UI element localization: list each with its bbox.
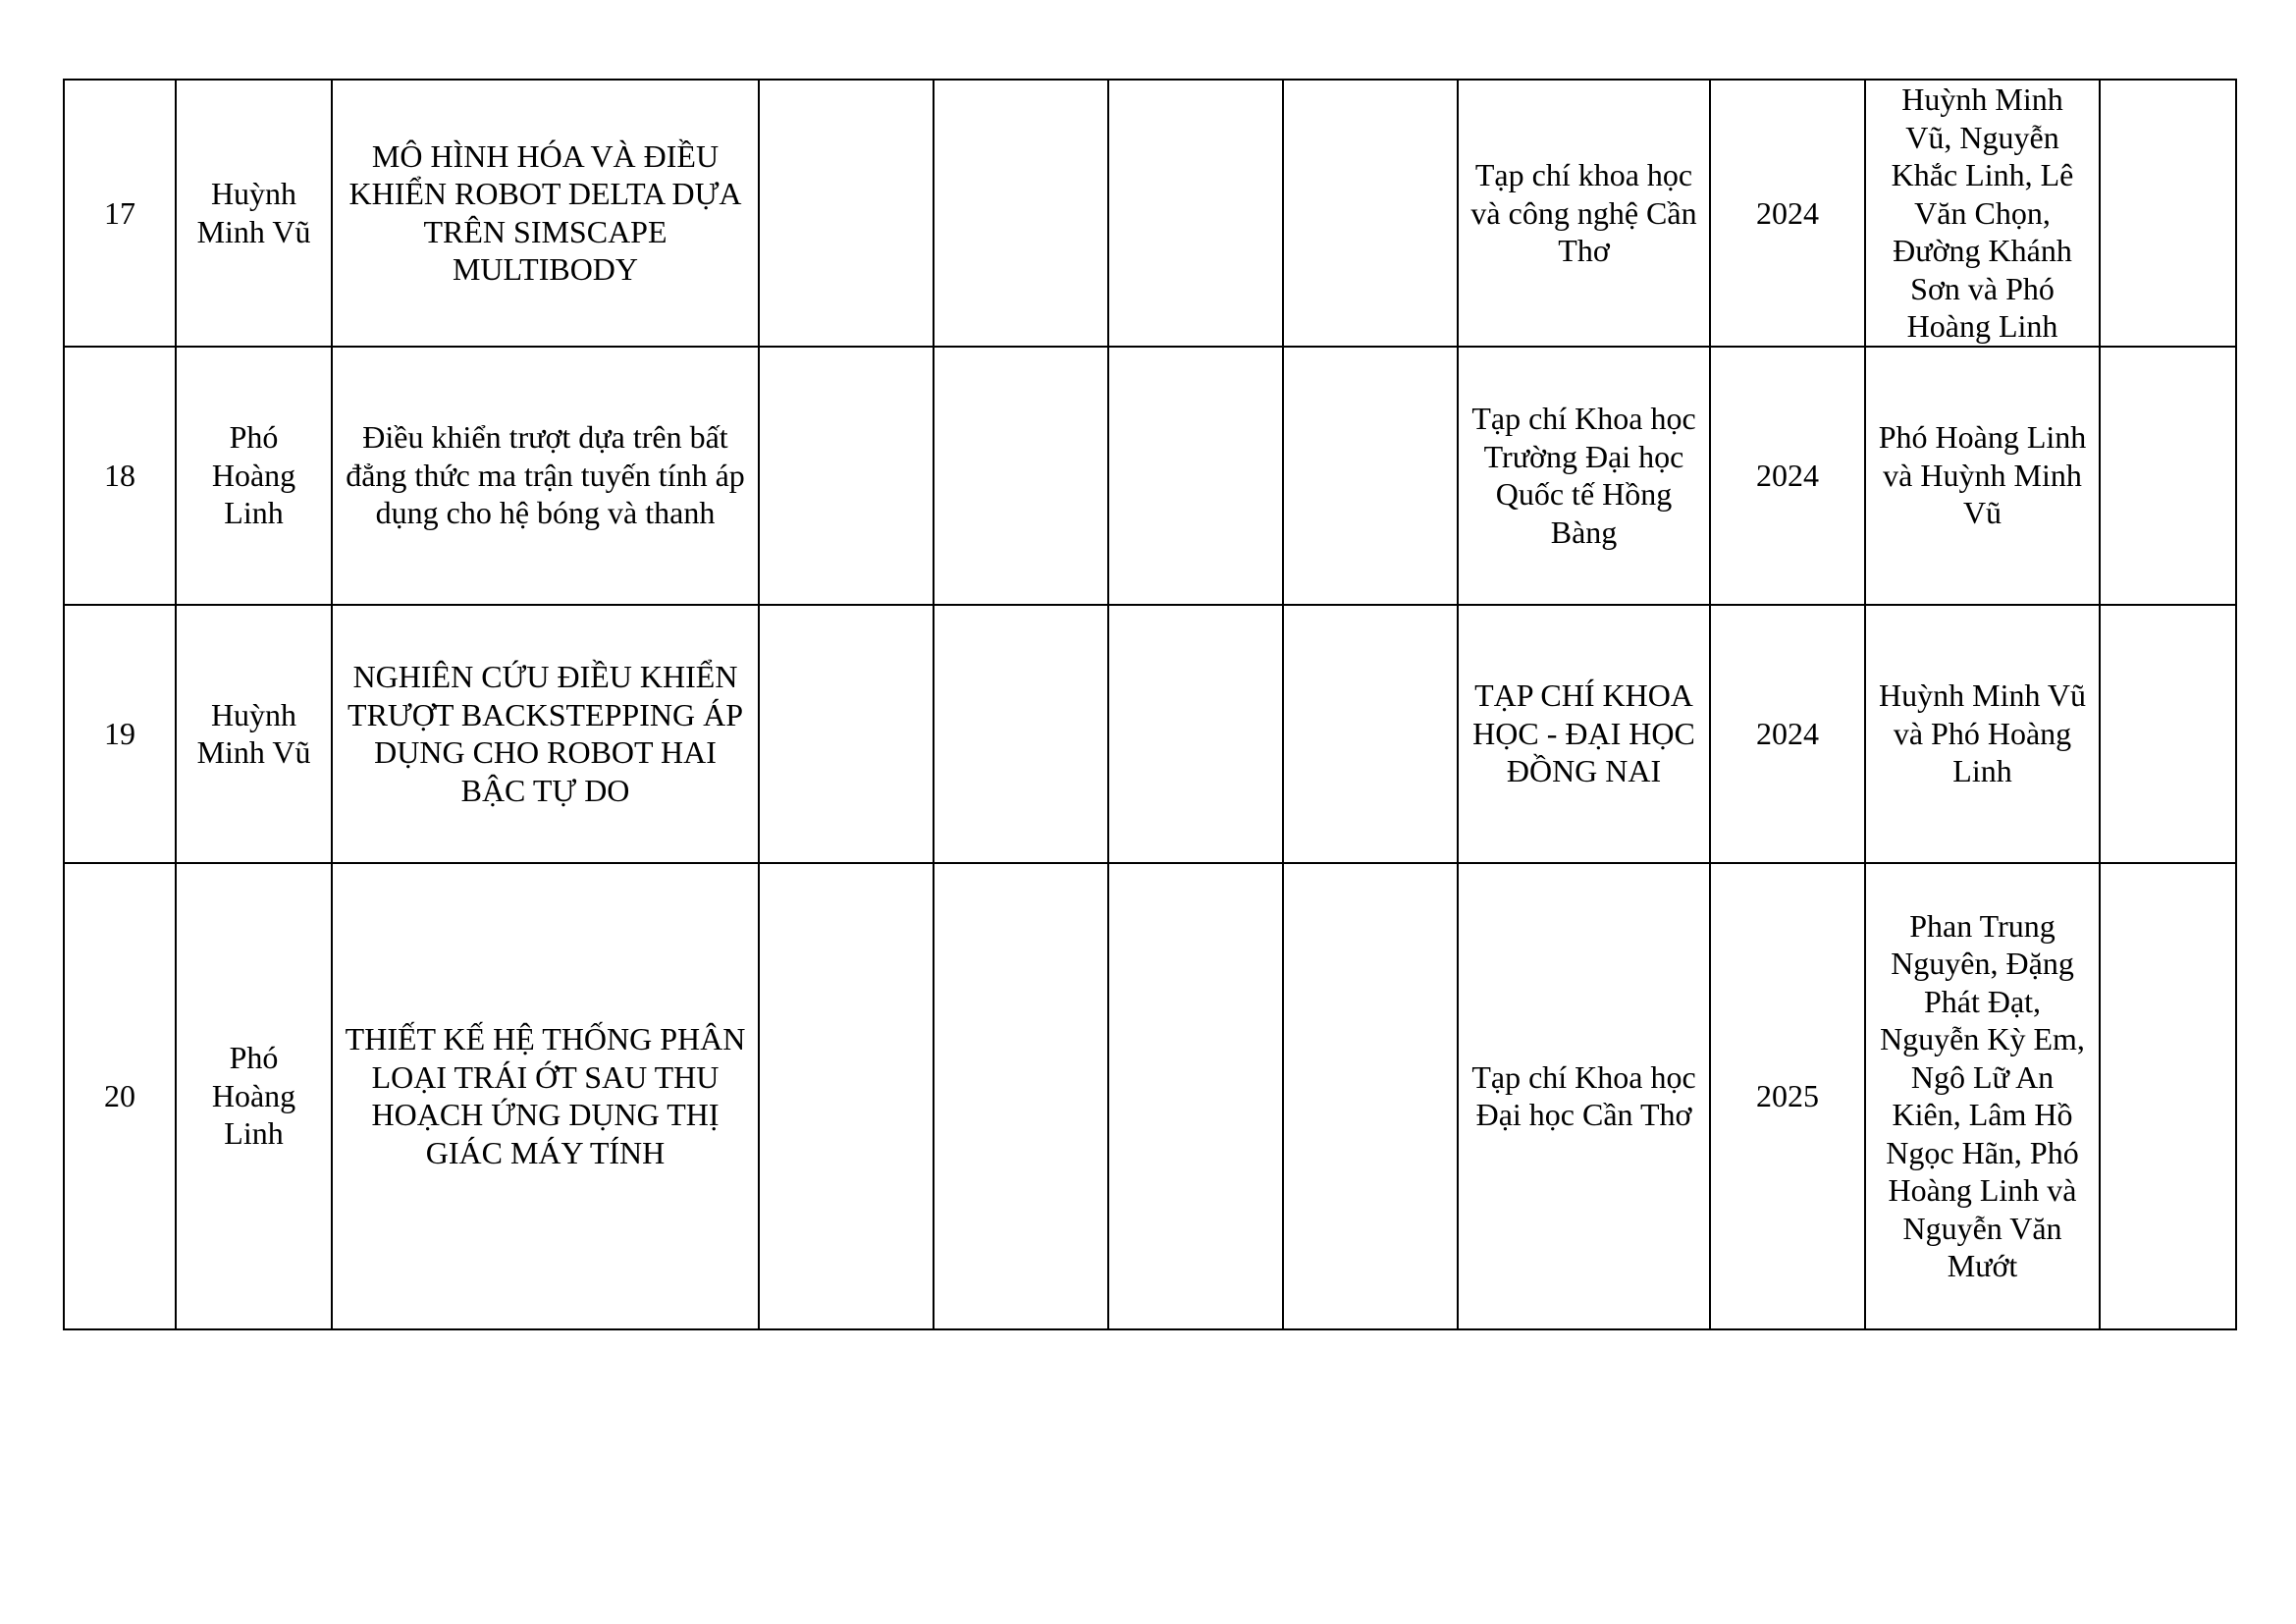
author-cell: Phó Hoàng Linh — [176, 347, 332, 605]
row-number-cell: 20 — [64, 863, 176, 1329]
table-row — [64, 347, 2236, 605]
empty-cell — [1283, 347, 1458, 605]
title-cell: Điều khiển trượt dựa trên bất đẳng thức ma trận tuyến tính áp dụng cho hệ bóng và thanh — [332, 347, 759, 605]
author-cell: Phó Hoàng Linh — [176, 863, 332, 1329]
row-number-cell: 17 — [64, 80, 176, 347]
note-cell — [2100, 80, 2236, 347]
empty-cell — [934, 863, 1108, 1329]
empty-cell — [1108, 80, 1283, 347]
empty-cell — [934, 605, 1108, 863]
journal-cell: TẠP CHÍ KHOA HỌC - ĐẠI HỌC ĐỒNG NAI — [1458, 605, 1710, 863]
author-cell: Huỳnh Minh Vũ — [176, 605, 332, 863]
empty-cell — [1283, 605, 1458, 863]
coauthors-cell: Huỳnh Minh Vũ và Phó Hoàng Linh — [1865, 605, 2100, 863]
year-cell: 2024 — [1710, 80, 1865, 347]
journal-cell: Tạp chí Khoa học Trường Đại học Quốc tế Hồng Bàng — [1458, 347, 1710, 605]
coauthors-cell: Phan Trung Nguyên, Đặng Phát Đạt, Nguyễn Kỳ Em, Ngô Lữ An Kiên, Lâm Hồ Ngọc Hãn, Phó Hoàng Linh và Nguyễn Văn Mướt — [1865, 863, 2100, 1329]
row-number-cell: 18 — [64, 347, 176, 605]
year-cell: 2024 — [1710, 347, 1865, 605]
title-cell: THIẾT KẾ HỆ THỐNG PHÂN LOẠI TRÁI ỚT SAU THU HOẠCH ỨNG DỤNG THỊ GIÁC MÁY TÍNH — [332, 863, 759, 1329]
journal-cell: Tạp chí Khoa học Đại học Cần Thơ — [1458, 863, 1710, 1329]
empty-cell — [934, 347, 1108, 605]
table-row — [64, 605, 2236, 863]
note-cell — [2100, 605, 2236, 863]
journal-cell: Tạp chí khoa học và công nghệ Cần Thơ — [1458, 80, 1710, 347]
author-cell: Huỳnh Minh Vũ — [176, 80, 332, 347]
row-number-cell: 19 — [64, 605, 176, 863]
table-row — [64, 80, 2236, 347]
empty-cell — [759, 605, 934, 863]
coauthors-cell: Phó Hoàng Linh và Huỳnh Minh Vũ — [1865, 347, 2100, 605]
empty-cell — [1283, 863, 1458, 1329]
empty-cell — [1108, 863, 1283, 1329]
note-cell — [2100, 863, 2236, 1329]
empty-cell — [1108, 605, 1283, 863]
publications-table — [63, 79, 2237, 1330]
title-cell: MÔ HÌNH HÓA VÀ ĐIỀU KHIỂN ROBOT DELTA DỰA TRÊN SIMSCAPE MULTIBODY — [332, 80, 759, 347]
empty-cell — [759, 863, 934, 1329]
empty-cell — [759, 347, 934, 605]
note-cell — [2100, 347, 2236, 605]
year-cell: 2024 — [1710, 605, 1865, 863]
title-cell: NGHIÊN CỨU ĐIỀU KHIỂN TRƯỢT BACKSTEPPING ÁP DỤNG CHO ROBOT HAI BẬC TỰ DO — [332, 605, 759, 863]
empty-cell — [934, 80, 1108, 347]
year-cell: 2025 — [1710, 863, 1865, 1329]
table-row — [64, 863, 2236, 1329]
coauthors-cell: Huỳnh Minh Vũ, Nguyễn Khắc Linh, Lê Văn Chọn, Đường Khánh Sơn và Phó Hoàng Linh — [1865, 80, 2100, 347]
empty-cell — [1108, 347, 1283, 605]
empty-cell — [759, 80, 934, 347]
empty-cell — [1283, 80, 1458, 347]
